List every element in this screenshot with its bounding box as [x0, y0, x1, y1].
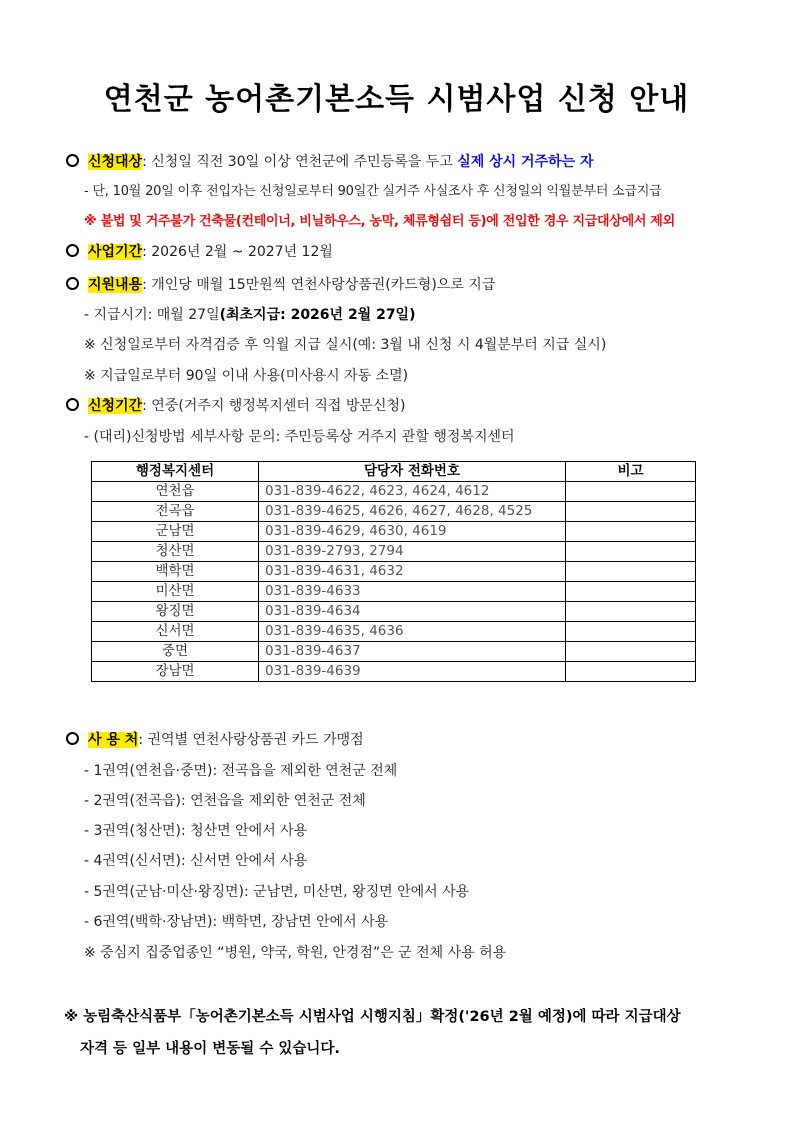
table-row — [92, 662, 696, 682]
office-remarks — [566, 542, 696, 562]
office-name: 왕징면 — [92, 602, 259, 622]
table-row — [92, 542, 696, 562]
notice-line-1: ※ 농림축산식품부「농어촌기본소득 시범사업 시행지침」확정('26년 2월 예정)에 따라 지급대상 — [64, 1009, 681, 1025]
office-remarks — [566, 622, 696, 642]
application-note: - (대리)신청방법 세부사항 문의: 주민등록상 거주지 관할 행정복지센터 — [84, 429, 515, 445]
usage-zone: - 3권역(청산면): 청산면 안에서 사용 — [84, 823, 308, 839]
support-label: 지원내용 — [88, 277, 143, 293]
office-phone: 031-839-4637 — [259, 642, 566, 662]
usage-zone: - 2권역(전곡읍): 연천읍을 제외한 연천군 전체 — [84, 793, 366, 809]
support-note-1: ※ 신청일로부터 자격검증 후 익월 지급 실시(예: 3월 내 신청 시 4월분부터 지급 실시) — [84, 337, 607, 353]
table-row — [92, 482, 696, 502]
office-remarks — [566, 602, 696, 622]
application-text: : 연중(거주지 행정복지센터 직접 방문신청) — [142, 398, 406, 414]
table-row — [92, 602, 696, 622]
office-name: 연천읍 — [92, 482, 259, 502]
header-office: 행정복지센터 — [92, 462, 259, 482]
table-row — [92, 522, 696, 542]
section-application — [66, 396, 405, 416]
table-row — [92, 622, 696, 642]
notice-line-2: 자격 등 일부 내용이 변동될 수 있습니다. — [80, 1041, 340, 1057]
ring-bullet-icon — [66, 244, 79, 257]
office-name: 백학면 — [92, 562, 259, 582]
support-timing — [84, 305, 415, 325]
usage-zone: - 5권역(군남·미산·왕징면): 군남면, 미산면, 왕징면 안에서 사용 — [84, 884, 470, 900]
office-contact-table — [91, 461, 696, 682]
page-title: 연천군 농어촌기본소득 시범사업 신청 안내 — [103, 82, 690, 117]
application-label: 신청기간 — [88, 398, 143, 414]
table-row — [92, 582, 696, 602]
section-support — [66, 275, 495, 295]
office-remarks — [566, 642, 696, 662]
office-remarks — [566, 482, 696, 502]
office-name: 미산면 — [92, 582, 259, 602]
section-usage — [66, 730, 364, 750]
office-remarks — [566, 502, 696, 522]
office-phone: 031-839-4631, 4632 — [259, 562, 566, 582]
office-phone: 031-839-4625, 4626, 4627, 4628, 4525 — [259, 502, 566, 522]
target-emphasis: 실제 상시 거주하는 자 — [457, 154, 594, 170]
table-row — [92, 642, 696, 662]
office-name: 장남면 — [92, 662, 259, 682]
usage-zone: - 4권역(신서면): 신서면 안에서 사용 — [84, 853, 308, 869]
support-timing-prefix: - 지급시기: 매월 27일 — [84, 307, 220, 323]
usage-note: ※ 중심지 집중업종인 “병원, 약국, 학원, 안경점”은 군 전체 사용 허용 — [84, 945, 507, 961]
office-name: 신서면 — [92, 622, 259, 642]
table-header-row — [92, 462, 696, 482]
header-phone: 담당자 전화번호 — [259, 462, 566, 482]
section-target — [66, 152, 594, 172]
usage-text: : 권역별 연천사랑상품권 카드 가맹점 — [138, 732, 364, 748]
target-label: 신청대상 — [88, 154, 143, 170]
office-phone: 031-839-4635, 4636 — [259, 622, 566, 642]
office-phone: 031-839-4629, 4630, 4619 — [259, 522, 566, 542]
office-phone: 031-839-4634 — [259, 602, 566, 622]
header-remarks: 비고 — [566, 462, 696, 482]
ring-bullet-icon — [66, 277, 79, 290]
closing-notice — [64, 1001, 744, 1065]
office-phone: 031-839-2793, 2794 — [259, 542, 566, 562]
office-remarks — [566, 562, 696, 582]
office-name: 전곡읍 — [92, 502, 259, 522]
table-row — [92, 562, 696, 582]
office-remarks — [566, 522, 696, 542]
office-phone: 031-839-4633 — [259, 582, 566, 602]
usage-label: 사 용 처 — [88, 732, 139, 748]
office-name: 중면 — [92, 642, 259, 662]
table-row — [92, 502, 696, 522]
support-timing-first: (최초지급: 2026년 2월 27일) — [219, 307, 416, 323]
office-phone: 031-839-4639 — [259, 662, 566, 682]
target-note-2: ※ 불법 및 거주불가 건축물(컨테이너, 비닐하우스, 농막, 체류형쉼터 등)에 전입한 경우 지급대상에서 제외 — [84, 214, 675, 229]
office-name: 청산면 — [92, 542, 259, 562]
target-text: : 신청일 직전 30일 이상 연천군에 주민등록을 두고 — [142, 154, 458, 170]
ring-bullet-icon — [66, 154, 79, 167]
support-text: : 개인당 매월 15만원씩 연천사랑상품권(카드형)으로 지급 — [142, 277, 496, 293]
ring-bullet-icon — [66, 398, 79, 411]
support-note-2: ※ 지급일로부터 90일 이내 사용(미사용시 자동 소멸) — [84, 368, 409, 384]
target-note-1: - 단, 10월 20일 이후 전입자는 신청일로부터 90일간 실거주 사실조사 후 신청일의 익월분부터 소급지급 — [84, 184, 662, 199]
office-remarks — [566, 662, 696, 682]
office-name: 군남면 — [92, 522, 259, 542]
usage-zone: - 1권역(연천읍·중면): 전곡읍을 제외한 연천군 전체 — [84, 763, 398, 779]
period-label: 사업기간 — [88, 244, 143, 260]
usage-zone: - 6권역(백학·장남면): 백학면, 장남면 안에서 사용 — [84, 914, 389, 930]
office-remarks — [566, 582, 696, 602]
period-text: : 2026년 2월 ~ 2027년 12월 — [142, 244, 333, 260]
section-period — [66, 242, 333, 262]
office-phone: 031-839-4622, 4623, 4624, 4612 — [259, 482, 566, 502]
ring-bullet-icon — [66, 732, 79, 745]
